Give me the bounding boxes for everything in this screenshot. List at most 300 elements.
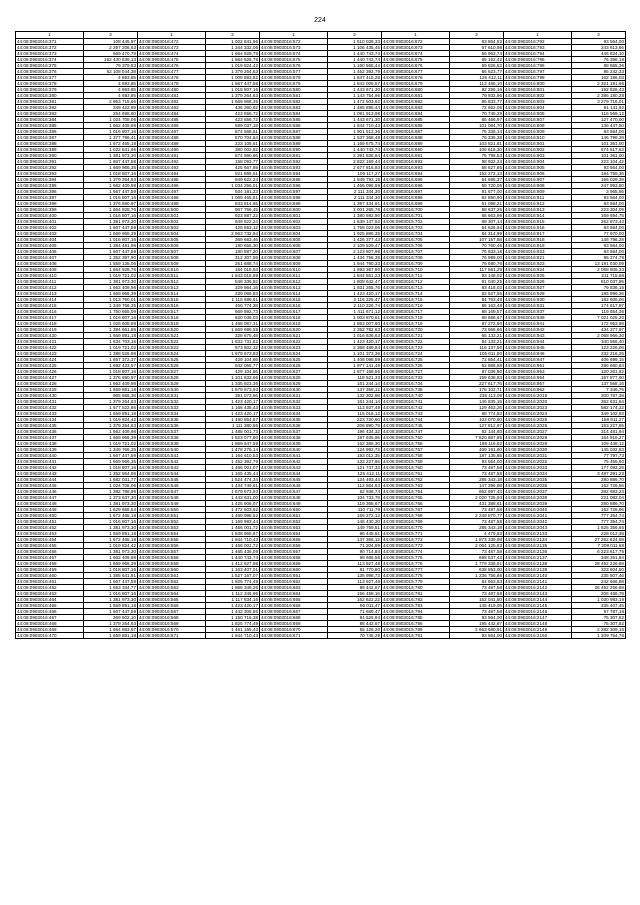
- cadastral-value-cell: 1 101 373,36: [328, 350, 382, 356]
- cadastral-value-cell: 120 261,82: [572, 368, 626, 374]
- cadastral-number-cell: 44:08:0903016:2031: [504, 452, 572, 458]
- cadastral-value-cell: 2 391 836,64: [328, 152, 382, 158]
- cadastral-value-cell: 1 379 264,63: [206, 68, 260, 74]
- cadastral-number-cell: 44:08:0903016:2147: [504, 614, 572, 620]
- cadastral-value-cell: 103 821,81: [450, 140, 504, 146]
- cadastral-value-cell: 1 117 834,16: [206, 596, 260, 602]
- cadastral-value-cell: 90 714,84: [328, 548, 382, 554]
- cadastral-number-cell: 44:08:0903016:778: [382, 572, 450, 578]
- cadastral-number-cell: 44:08:0903016:712: [382, 278, 450, 284]
- cadastral-number-cell: 44:08:0903016:373: [16, 50, 84, 56]
- cadastral-value-cell: 79 379,83: [84, 62, 138, 68]
- cadastral-value-cell: 64 133,21: [450, 338, 504, 344]
- cadastral-number-cell: 44:08:0903016:502: [138, 218, 206, 224]
- column-header: 1: [138, 32, 206, 39]
- cadastral-number-cell: 44:08:0903016:548: [138, 494, 206, 500]
- cadastral-value-cell: 13 191 030,09: [572, 260, 626, 266]
- cadastral-value-cell: 1 808 642,47: [328, 278, 382, 284]
- cadastral-value-cell: 116 137,50: [450, 344, 504, 350]
- cadastral-number-cell: 44:08:0903016:902: [504, 146, 572, 152]
- cadastral-value-cell: 161 244,14: [328, 380, 382, 386]
- cadastral-value-cell: 1 150 716,38: [206, 614, 260, 620]
- cadastral-number-cell: 44:08:0903016:670: [260, 626, 328, 632]
- cadastral-number-cell: 44:08:0903016:724: [382, 350, 450, 356]
- cadastral-number-cell: 44:08:0903016:760: [382, 464, 450, 470]
- cadastral-value-cell: 1 166 435,43: [206, 404, 260, 410]
- cadastral-number-cell: 44:08:0903016:480: [138, 86, 206, 92]
- cadastral-value-cell: 243 613,66: [572, 44, 626, 50]
- cadastral-number-cell: 44:08:0903016:2135: [504, 542, 572, 548]
- cadastral-number-cell: 44:08:0903016:571: [138, 632, 206, 638]
- cadastral-value-cell: 247 993,80: [572, 182, 626, 188]
- cadastral-number-cell: 44:08:0903016:442: [16, 464, 84, 470]
- cadastral-value-cell: 3 279 716,01: [572, 98, 626, 104]
- cadastral-value-cell: 125 412,11: [328, 470, 382, 476]
- cadastral-value-cell: 1 825 774,49: [206, 620, 260, 626]
- cadastral-number-cell: 44:08:0903016:554: [138, 530, 206, 536]
- cadastral-number-cell: 44:08:0903016:608: [260, 254, 328, 260]
- cadastral-value-cell: 348 261,84: [572, 554, 626, 560]
- cadastral-value-cell: 235 113,08: [450, 392, 504, 398]
- cadastral-value-cell: 1 025 608,88: [84, 320, 138, 326]
- cadastral-value-cell: 1 376 690,97: [84, 374, 138, 380]
- cadastral-number-cell: 44:08:0903016:625: [260, 356, 328, 362]
- cadastral-number-cell: 44:08:0903016:534: [138, 410, 206, 416]
- cadastral-number-cell: 44:08:0903016:943: [504, 332, 572, 338]
- cadastral-value-cell: 93 564,00: [572, 200, 626, 206]
- cadastral-number-cell: 44:08:0903016:593: [260, 164, 328, 170]
- cadastral-value-cell: 328 675,48: [206, 332, 260, 338]
- cadastral-number-cell: 44:08:0903016:392: [16, 164, 84, 170]
- cadastral-value-cell: 1 461 165,43: [206, 626, 260, 632]
- cadastral-value-cell: 1 423 420,17: [328, 338, 382, 344]
- cadastral-value-cell: 1 381 973,30: [84, 278, 138, 284]
- cadastral-number-cell: 44:08:0903016:450: [16, 512, 84, 518]
- cadastral-number-cell: 44:08:0903016:769: [382, 518, 450, 524]
- cadastral-number-cell: 44:08:0903016:923: [504, 260, 572, 266]
- cadastral-value-cell: 2 386 180,28: [572, 92, 626, 98]
- table-row: [16, 632, 626, 638]
- cadastral-value-cell: 1 844 710,43: [206, 632, 260, 638]
- cadastral-value-cell: 91 040,25: [450, 278, 504, 284]
- cadastral-number-cell: 44:08:0903016:447: [16, 494, 84, 500]
- cadastral-number-cell: 44:08:0903016:570: [138, 626, 206, 632]
- cadastral-number-cell: 44:08:0903016:427: [16, 374, 84, 380]
- cadastral-number-cell: 44:08:0903016:577: [260, 68, 328, 74]
- cadastral-number-cell: 44:08:0903016:460: [16, 572, 84, 578]
- cadastral-value-cell: 1 388 526,98: [84, 350, 138, 356]
- cadastral-value-cell: 1 019 824,42: [84, 416, 138, 422]
- cadastral-value-cell: 251 688,74: [206, 260, 260, 266]
- cadastral-value-cell: 71 204,89: [328, 542, 382, 548]
- cadastral-value-cell: 4 693,85: [84, 86, 138, 92]
- cadastral-value-cell: 206 466,78: [572, 590, 626, 596]
- cadastral-value-cell: 184 755,36: [572, 170, 626, 176]
- cadastral-value-cell: 1 669 966,39: [84, 560, 138, 566]
- cadastral-value-cell: 1 443 631,00: [206, 494, 260, 500]
- cadastral-value-cell: 1 679 673,93: [206, 386, 260, 392]
- cadastral-value-cell: 1 480 854,57: [206, 416, 260, 422]
- cadastral-number-cell: 44:08:0903016:2040: [504, 506, 572, 512]
- cadastral-value-cell: 1 452 392,79: [206, 458, 260, 464]
- cadastral-number-cell: 44:08:0903016:469: [16, 626, 84, 632]
- cadastral-value-cell: 2 297 206,63: [84, 44, 138, 50]
- cadastral-number-cell: 44:08:0903016:516: [138, 302, 206, 308]
- cadastral-value-cell: 125 412,11: [450, 74, 504, 80]
- cadastral-value-cell: 1 384 661,86: [84, 326, 138, 332]
- cadastral-value-cell: 101 361,00: [572, 140, 626, 146]
- cadastral-number-cell: 44:08:0903016:905: [504, 164, 572, 170]
- cadastral-value-cell: 152 366,30: [328, 440, 382, 446]
- cadastral-number-cell: 44:08:0903016:451: [16, 518, 84, 524]
- cadastral-value-cell: 26 492 256,68: [572, 584, 626, 590]
- cadastral-number-cell: 44:08:0903016:667: [260, 608, 328, 614]
- cadastral-value-cell: 669 470,78: [84, 50, 138, 56]
- cadastral-number-cell: 44:08:0903016:602: [260, 218, 328, 224]
- cadastral-value-cell: 113 927,48: [328, 404, 382, 410]
- cadastral-number-cell: 44:08:0903016:931: [504, 302, 572, 308]
- cadastral-number-cell: 44:08:0903016:468: [16, 620, 84, 626]
- cadastral-value-cell: 62 108 044,38: [84, 68, 138, 74]
- cadastral-value-cell: 119 554,36: [572, 308, 626, 314]
- cadastral-value-cell: 70 745,29: [450, 110, 504, 116]
- cadastral-number-cell: 44:08:0903016:668: [260, 614, 328, 620]
- cadastral-number-cell: 44:08:0903016:541: [138, 452, 206, 458]
- cadastral-value-cell: 84 526,84: [328, 614, 382, 620]
- cadastral-value-cell: 1 949 793,18: [328, 176, 382, 182]
- cadastral-number-cell: 44:08:0903016:521: [138, 332, 206, 338]
- cadastral-number-cell: 44:08:0903016:658: [260, 554, 328, 560]
- cadastral-value-cell: 4 479,53: [450, 530, 504, 536]
- cadastral-value-cell: 1 669 966,35: [206, 98, 260, 104]
- cadastral-value-cell: 262 873,43: [572, 218, 626, 224]
- cadastral-number-cell: 44:08:0903016:524: [138, 350, 206, 356]
- cadastral-value-cell: 1 024 708,06: [84, 116, 138, 122]
- cadastral-value-cell: 167 877,60: [572, 374, 626, 380]
- cadastral-number-cell: 44:08:0903016:528: [138, 374, 206, 380]
- cadastral-number-cell: 44:08:0903016:592: [260, 158, 328, 164]
- cadastral-number-cell: 44:08:0903016:2134: [504, 536, 572, 542]
- cadastral-value-cell: 1 667 447,59: [84, 452, 138, 458]
- cadastral-value-cell: 93 564,00: [572, 248, 626, 254]
- cadastral-number-cell: 44:08:0903016:700: [382, 206, 450, 212]
- cadastral-number-cell: 44:08:0903016:941: [504, 320, 572, 326]
- cadastral-value-cell: 1 091 913,98: [328, 110, 382, 116]
- cadastral-number-cell: 44:08:0903016:620: [260, 326, 328, 332]
- cadastral-number-cell: 44:08:0903016:587: [260, 128, 328, 134]
- cadastral-number-cell: 44:08:0903016:719: [382, 320, 450, 326]
- cadastral-number-cell: 44:08:0903016:713: [382, 284, 450, 290]
- cadastral-number-cell: 44:08:0903016:2142: [504, 584, 572, 590]
- cadastral-value-cell: 1 662 409,98: [84, 122, 138, 128]
- cadastral-number-cell: 44:08:0903016:2146: [504, 608, 572, 614]
- cadastral-number-cell: 44:08:0903016:530: [138, 386, 206, 392]
- cadastral-number-cell: 44:08:0903016:681: [382, 92, 450, 98]
- cadastral-number-cell: 44:08:0903016:2136: [504, 548, 572, 554]
- cadastral-number-cell: 44:08:0903016:2024: [504, 410, 572, 416]
- cadastral-value-cell: 73 487,58: [450, 470, 504, 476]
- cadastral-number-cell: 44:08:0903016:512: [138, 278, 206, 284]
- cadastral-value-cell: 1 163 407,01: [206, 566, 260, 572]
- cadastral-value-cell: 137 356,12: [328, 536, 382, 542]
- cadastral-value-cell: 1 469 998,52: [206, 512, 260, 518]
- cadastral-number-cell: 44:08:0903016:504: [138, 230, 206, 236]
- cadastral-value-cell: 1 115 686,61: [206, 296, 260, 302]
- cadastral-number-cell: 44:08:0903016:632: [260, 398, 328, 404]
- cadastral-number-cell: 44:08:0903016:947: [504, 356, 572, 362]
- cadastral-number-cell: 44:08:0903016:2028: [504, 434, 572, 440]
- cadastral-number-cell: 44:08:0903016:579: [260, 80, 328, 86]
- cadastral-value-cell: 1 112 346,96: [206, 590, 260, 596]
- cadastral-value-cell: 228 012,38: [572, 530, 626, 536]
- cadastral-number-cell: 44:08:0903016:802: [504, 92, 572, 98]
- cadastral-value-cell: 1 018 807,16: [84, 464, 138, 470]
- cadastral-number-cell: 44:08:0903016:647: [260, 488, 328, 494]
- cadastral-value-cell: 86 833,77: [450, 98, 504, 104]
- cadastral-value-cell: 254 698,60: [84, 110, 138, 116]
- cadastral-number-cell: 44:08:0903016:640: [260, 446, 328, 452]
- cadastral-number-cell: 44:08:0903016:426: [16, 368, 84, 374]
- cadastral-value-cell: 1 664 928,76: [84, 206, 138, 212]
- cadastral-value-cell: 1 160 565,44: [328, 62, 382, 68]
- cadastral-number-cell: 44:08:0903016:432: [16, 404, 84, 410]
- cadastral-number-cell: 44:08:0903016:609: [260, 260, 328, 266]
- cadastral-number-cell: 44:08:0903016:630: [260, 386, 328, 392]
- cadastral-value-cell: 698 537,43: [450, 554, 504, 560]
- cadastral-value-cell: 1 873 339,98: [450, 536, 504, 542]
- cadastral-number-cell: 44:08:0903016:2149: [504, 626, 572, 632]
- cadastral-value-cell: 123 226,06: [572, 344, 626, 350]
- cadastral-value-cell: 1 669 966,39: [84, 434, 138, 440]
- cadastral-value-cell: 1 465 435,09: [206, 548, 260, 554]
- cadastral-number-cell: 44:08:0903016:518: [138, 314, 206, 320]
- cadastral-value-cell: 1 423 420,17: [206, 602, 260, 608]
- cadastral-number-cell: 44:08:0903016:529: [138, 380, 206, 386]
- cadastral-number-cell: 44:08:0903016:591: [260, 152, 328, 158]
- cadastral-value-cell: 406 699,15: [572, 356, 626, 362]
- cadastral-value-cell: 810 037,95: [572, 278, 626, 284]
- cadastral-value-cell: 1 750 665,09: [84, 308, 138, 314]
- cadastral-number-cell: 44:08:0903016:695: [382, 176, 450, 182]
- cadastral-number-cell: 44:08:0903016:786: [382, 620, 450, 626]
- cadastral-value-cell: 110 711,79: [328, 506, 382, 512]
- cadastral-value-cell: 1 537 368,48: [328, 134, 382, 140]
- cadastral-value-cell: 190 655,30: [206, 242, 260, 248]
- cadastral-value-cell: 153 227,65: [572, 422, 626, 428]
- cadastral-value-cell: 221 083,04: [572, 494, 626, 500]
- cadastral-value-cell: 132 302,88: [328, 392, 382, 398]
- cadastral-number-cell: 44:08:0903016:765: [382, 494, 450, 500]
- cadastral-number-cell: 44:08:0903016:525: [138, 356, 206, 362]
- cadastral-value-cell: 1 672 465,18: [84, 512, 138, 518]
- cadastral-number-cell: 44:08:0903016:496: [138, 182, 206, 188]
- cadastral-number-cell: 44:08:0903016:750: [382, 434, 450, 440]
- cadastral-number-cell: 44:08:0903016:665: [260, 596, 328, 602]
- column-header: 2: [206, 32, 260, 39]
- cadastral-number-cell: 44:08:0903016:774: [382, 548, 450, 554]
- cadastral-value-cell: 146 835,16: [450, 398, 504, 404]
- cadastral-value-cell: 176 102,71: [450, 386, 504, 392]
- cadastral-number-cell: 44:08:0903016:509: [138, 260, 206, 266]
- cadastral-number-cell: 44:08:0903016:532: [138, 398, 206, 404]
- cadastral-value-cell: 76 690,76: [450, 260, 504, 266]
- cadastral-number-cell: 44:08:0903016:708: [382, 254, 450, 260]
- cadastral-number-cell: 44:08:0903016:689: [382, 140, 450, 146]
- cadastral-value-cell: 1 478 276,14: [206, 446, 260, 452]
- cadastral-value-cell: 1 672 465,18: [84, 140, 138, 146]
- cadastral-number-cell: 44:08:0903016:772: [382, 536, 450, 542]
- cadastral-value-cell: 119 368,67: [328, 500, 382, 506]
- cadastral-value-cell: 76 633,18: [450, 248, 504, 254]
- cadastral-number-cell: 44:08:0903016:398: [16, 200, 84, 206]
- cadastral-number-cell: 44:08:0903016:653: [260, 524, 328, 530]
- cadastral-value-cell: 1 443 671,30: [328, 86, 382, 92]
- cadastral-value-cell: 70 745,29: [328, 632, 382, 638]
- cadastral-value-cell: 1 662 409,98: [84, 554, 138, 560]
- cadastral-value-cell: 1 013 760,01: [84, 296, 138, 302]
- cadastral-value-cell: 1 106 435,45: [328, 44, 382, 50]
- cadastral-value-cell: 312 307,59: [206, 254, 260, 260]
- cadastral-value-cell: 137 568,16: [572, 380, 626, 386]
- cadastral-number-cell: 44:08:0903016:747: [382, 428, 450, 434]
- cadastral-number-cell: 44:08:0903016:622: [260, 338, 328, 344]
- cadastral-value-cell: 93 564,00: [572, 242, 626, 248]
- cadastral-value-cell: 1 373 637,30: [84, 494, 138, 500]
- cadastral-number-cell: 44:08:0903016:631: [260, 392, 328, 398]
- cadastral-number-cell: 44:08:0903016:553: [138, 524, 206, 530]
- cadastral-number-cell: 44:08:0903016:636: [260, 422, 328, 428]
- cadastral-number-cell: 44:08:0903016:454: [16, 536, 84, 542]
- cadastral-value-cell: 69 826,52: [450, 62, 504, 68]
- cadastral-value-cell: 93 564,00: [450, 458, 504, 464]
- cadastral-value-cell: 1 034 256,01: [206, 182, 260, 188]
- cadastral-number-cell: 44:08:0903016:481: [138, 92, 206, 98]
- cadastral-number-cell: 44:08:0903016:2036: [504, 482, 572, 488]
- cadastral-value-cell: 95 242,33: [572, 68, 626, 74]
- cadastral-number-cell: 44:08:0903016:801: [504, 86, 572, 92]
- cadastral-number-cell: 44:08:0903016:674: [382, 50, 450, 56]
- cadastral-number-cell: 44:08:0903016:928: [504, 290, 572, 296]
- cadastral-number-cell: 44:08:0903016:771: [382, 530, 450, 536]
- cadastral-number-cell: 44:08:0903016:400: [16, 212, 84, 218]
- cadastral-value-cell: 1 527 167,07: [206, 572, 260, 578]
- cadastral-value-cell: 67 610,98: [450, 44, 504, 50]
- cadastral-value-cell: 75 455,60: [572, 458, 626, 464]
- cadastral-number-cell: 44:08:0903016:686: [382, 122, 450, 128]
- cadastral-value-cell: 127 812,97: [450, 422, 504, 428]
- cadastral-value-cell: 1 667 447,58: [84, 158, 138, 164]
- cadastral-number-cell: 44:08:0903016:372: [16, 44, 84, 50]
- cadastral-number-cell: 44:08:0903016:2035: [504, 476, 572, 482]
- cadastral-number-cell: 44:08:0903016:683: [382, 104, 450, 110]
- cadastral-number-cell: 44:08:0903016:2144: [504, 596, 572, 602]
- cadastral-value-cell: 1 352 864,86: [84, 470, 138, 476]
- cadastral-number-cell: 44:08:0903016:545: [138, 476, 206, 482]
- cadastral-value-cell: 1 018 807,16: [84, 368, 138, 374]
- cadastral-value-cell: 1 659 891,18: [84, 530, 138, 536]
- cadastral-value-cell: 232 216,26: [572, 350, 626, 356]
- cadastral-value-cell: 7 208 011,68: [572, 542, 626, 548]
- cadastral-number-cell: 44:08:0903016:725: [382, 356, 450, 362]
- cadastral-value-cell: 620 036,03: [206, 314, 260, 320]
- cadastral-value-cell: 156 458,16: [328, 590, 382, 596]
- cadastral-value-cell: 145 419,05: [450, 602, 504, 608]
- cadastral-value-cell: 187 135,65: [450, 452, 504, 458]
- cadastral-number-cell: 44:08:0903016:467: [16, 614, 84, 620]
- cadastral-value-cell: 1 442 306,86: [206, 608, 260, 614]
- cadastral-number-cell: 44:08:0903016:507: [138, 248, 206, 254]
- cadastral-number-cell: 44:08:0903016:376: [16, 68, 84, 74]
- cadastral-number-cell: 44:08:0903016:433: [16, 410, 84, 416]
- cadastral-value-cell: 88 774,82: [450, 410, 504, 416]
- cadastral-number-cell: 44:08:0903016:396: [16, 188, 84, 194]
- cadastral-number-cell: 44:08:0903016:669: [260, 620, 328, 626]
- cadastral-number-cell: 44:08:0903016:419: [16, 326, 84, 332]
- cadastral-value-cell: 669 892,73: [206, 308, 260, 314]
- cadastral-value-cell: 4 693,85: [84, 80, 138, 86]
- cadastral-number-cell: 44:08:0903016:656: [260, 542, 328, 548]
- cadastral-number-cell: 44:08:0903016:800: [504, 80, 572, 86]
- cadastral-value-cell: 152 826,43: [572, 86, 626, 92]
- cadastral-number-cell: 44:08:0903016:2038: [504, 494, 572, 500]
- cadastral-value-cell: 431 388,61: [450, 500, 504, 506]
- cadastral-value-cell: 164 916,27: [572, 434, 626, 440]
- cadastral-value-cell: 949 622,24: [206, 176, 260, 182]
- cadastral-number-cell: 44:08:0903016:643: [260, 464, 328, 470]
- cadastral-value-cell: 423 556,72: [206, 110, 260, 116]
- cadastral-number-cell: 44:08:0903016:2032: [504, 458, 572, 464]
- cadastral-number-cell: 44:08:0903016:628: [260, 374, 328, 380]
- cadastral-number-cell: 44:08:0903016:957: [504, 380, 572, 386]
- column-header: 1: [382, 32, 450, 39]
- cadastral-number-cell: 44:08:0903016:785: [382, 614, 450, 620]
- cadastral-value-cell: 1 667 447,59: [84, 608, 138, 614]
- cadastral-number-cell: 44:08:0903016:470: [16, 632, 84, 638]
- cadastral-value-cell: 188 116,82: [450, 440, 504, 446]
- cadastral-value-cell: 1 524 474,34: [206, 476, 260, 482]
- cadastral-value-cell: 162 726,56: [572, 482, 626, 488]
- cadastral-number-cell: 44:08:0903016:474: [138, 50, 206, 56]
- cadastral-number-cell: 44:08:0903016:495: [138, 176, 206, 182]
- cadastral-value-cell: 1 466 096,59: [328, 182, 382, 188]
- cadastral-value-cell: 777 354,74: [572, 512, 626, 518]
- cadastral-value-cell: 429 104,66: [206, 368, 260, 374]
- cadastral-value-cell: 112 564,63: [328, 482, 382, 488]
- cadastral-value-cell: 1 169 675,74: [328, 140, 382, 146]
- cadastral-value-cell: 1 384 481,98: [84, 242, 138, 248]
- cadastral-value-cell: 91 141,92: [572, 104, 626, 110]
- cadastral-value-cell: 4 693,85: [84, 74, 138, 80]
- cadastral-value-cell: 1 847 415,28: [328, 74, 382, 80]
- cadastral-value-cell: 93 148,02: [450, 272, 504, 278]
- cadastral-number-cell: 44:08:0903016:413: [16, 290, 84, 296]
- cadastral-value-cell: 7 346,76: [572, 386, 626, 392]
- cadastral-value-cell: 1 381 973,30: [84, 218, 138, 224]
- cadastral-value-cell: 1 423 420,17: [206, 398, 260, 404]
- cadastral-value-cell: 1 408 098,59: [328, 356, 382, 362]
- cadastral-number-cell: 44:08:0903016:566: [138, 602, 206, 608]
- cadastral-value-cell: 456 774,38: [206, 302, 260, 308]
- cadastral-value-cell: 1 643 015,89: [206, 272, 260, 278]
- cadastral-number-cell: 44:08:0903016:661: [260, 572, 328, 578]
- cadastral-number-cell: 44:08:0903016:2020: [504, 398, 572, 404]
- cadastral-value-cell: 76 396,18: [572, 56, 626, 62]
- cadastral-number-cell: 44:08:0903016:664: [260, 590, 328, 596]
- cadastral-value-cell: 425 667,69: [206, 164, 260, 170]
- cadastral-number-cell: 44:08:0903016:694: [382, 170, 450, 176]
- cadastral-number-cell: 44:08:0903016:393: [16, 170, 84, 176]
- cadastral-number-cell: 44:08:0903016:573: [260, 44, 328, 50]
